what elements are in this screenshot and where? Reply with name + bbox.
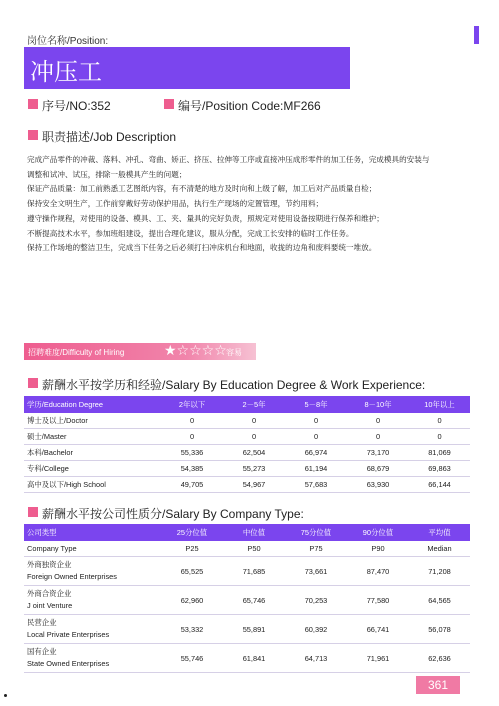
column-header: 8－10年 [347, 396, 409, 413]
table-header-row [24, 524, 470, 541]
table-cell: 68,679 [347, 461, 409, 477]
column-header: 公司类型 [24, 524, 161, 541]
edu-table-title: 薪酬水平按学历和经验/Salary By Education Degree & Work Experience: [42, 378, 426, 392]
bullet-square-icon [28, 130, 38, 140]
row-label [24, 557, 161, 586]
table-row [24, 413, 470, 429]
table-row [24, 461, 470, 477]
row-label-en: State Owned Enterprises [27, 659, 110, 668]
table-cell: 62,960 [161, 586, 223, 615]
table-row [24, 615, 470, 644]
table-cell: 0 [347, 429, 409, 445]
table-cell: 73,661 [285, 557, 347, 586]
difficulty-value: 容易 [226, 348, 242, 357]
table-cell: 0 [285, 413, 347, 429]
table-cell: 66,974 [285, 445, 347, 461]
table-cell: 61,841 [223, 644, 285, 673]
position-label: 岗位名称/Position: [27, 36, 109, 47]
column-header: 5－8年 [285, 396, 347, 413]
table-row [24, 557, 470, 586]
table-cell: 0 [161, 429, 223, 445]
table-cell: P90 [347, 541, 409, 557]
row-label [24, 644, 161, 673]
table-cell: 55,273 [223, 461, 285, 477]
column-header: 学历/Education Degree [24, 396, 161, 413]
table-cell: 64,565 [409, 586, 470, 615]
table-cell: 69,863 [409, 461, 470, 477]
table-cell: 81,069 [409, 445, 470, 461]
column-header: 2－5年 [223, 396, 285, 413]
row-label: 博士及以上/Doctor [24, 413, 161, 429]
table-cell: 71,685 [223, 557, 285, 586]
table-cell: 62,504 [223, 445, 285, 461]
row-label: Company Type [24, 541, 161, 557]
table-cell: 56,078 [409, 615, 470, 644]
duty-line: 保持安全文明生产，工作前穿戴好劳动保护用品，执行生产现场的定置管理，节约用料； [27, 199, 324, 209]
table-cell: 61,194 [285, 461, 347, 477]
table-cell: 70,253 [285, 586, 347, 615]
row-label-en: J oint Venture [27, 601, 73, 610]
table-row [24, 429, 470, 445]
bullet-dot-icon [4, 694, 7, 697]
position-code: 编号/Position Code:MF266 [178, 99, 321, 113]
table-cell: 77,580 [347, 586, 409, 615]
row-label: 硕士/Master [24, 429, 161, 445]
table-cell: 53,332 [161, 615, 223, 644]
table-cell: 71,961 [347, 644, 409, 673]
row-label: 专科/College [24, 461, 161, 477]
job-description-title: 职责描述/Job Description [42, 130, 177, 144]
bullet-square-icon [164, 99, 174, 109]
table-row [24, 445, 470, 461]
column-header: 2年以下 [161, 396, 223, 413]
table-cell: 65,746 [223, 586, 285, 615]
table-cell: 66,741 [347, 615, 409, 644]
table-cell: 54,385 [161, 461, 223, 477]
row-label-zh: 民营企业 [27, 618, 57, 627]
company-table-title: 薪酬水平按公司性质分/Salary By Company Type: [42, 507, 304, 521]
table-cell: 64,713 [285, 644, 347, 673]
table-cell: P50 [223, 541, 285, 557]
row-label-zh: 外商独资企业 [27, 560, 72, 569]
row-label-en: Foreign Owned Enterprises [27, 572, 117, 581]
column-header: 75分位值 [285, 524, 347, 541]
table-cell: 65,525 [161, 557, 223, 586]
bullet-square-icon [28, 378, 38, 388]
duty-line: 不断提高技术水平，参加班组建设，提出合理化建议，服从分配，完成工长安排的临时工作任务。 [27, 228, 354, 238]
table-cell: 57,683 [285, 477, 347, 493]
table-cell: 0 [285, 429, 347, 445]
corner-accent-bar [474, 26, 479, 44]
job-description-body [27, 153, 477, 256]
bullet-square-icon [28, 507, 38, 517]
education-salary-table [24, 396, 470, 493]
duty-line: 遵守操作规程，对使用的设备、模具、工、夹、量具的完好负责，照规定对使用设备按期进行保养和维护； [27, 213, 384, 223]
row-label [24, 615, 161, 644]
page-number: 361 [416, 676, 460, 694]
table-cell: 87,470 [347, 557, 409, 586]
company-salary-table [24, 524, 470, 673]
table-row [24, 586, 470, 615]
table-cell: 0 [409, 413, 470, 429]
table-row [24, 644, 470, 673]
column-header: 10年以上 [409, 396, 470, 413]
table-cell: 49,705 [161, 477, 223, 493]
duty-line: 调整和试冲、试压，排除一般模具产生的问题； [27, 169, 187, 179]
position-number: 序号/NO:352 [42, 99, 111, 113]
row-label-en: Local Private Enterprises [27, 630, 110, 639]
row-label [24, 586, 161, 615]
difficulty-star-rating: ★☆☆☆☆ [164, 342, 227, 358]
table-cell: 0 [347, 413, 409, 429]
table-cell: 73,170 [347, 445, 409, 461]
table-cell: 62,636 [409, 644, 470, 673]
table-row [24, 477, 470, 493]
table-cell: 54,967 [223, 477, 285, 493]
column-header: 90分位值 [347, 524, 409, 541]
row-label-zh: 外商合资企业 [27, 589, 72, 598]
table-cell: 55,336 [161, 445, 223, 461]
table-cell: 66,144 [409, 477, 470, 493]
table-cell: 0 [223, 429, 285, 445]
duty-line: 保持工作场地的整洁卫生，完成当下任务之后必须打扫冲床机台和地面，收拢的边角和废料要统一堆放。 [27, 243, 377, 253]
row-label: 高中及以下/High School [24, 477, 161, 493]
column-header: 25分位值 [161, 524, 223, 541]
table-cell: 55,891 [223, 615, 285, 644]
table-cell: 0 [161, 413, 223, 429]
duty-line: 完成产品零件的冲裁、落料、冲孔、弯曲、矫正、挤压、拉伸等工序或直接冲压成形零件的加工任务，完成模具的安装与 [27, 155, 430, 164]
table-cell: 55,746 [161, 644, 223, 673]
table-cell: P75 [285, 541, 347, 557]
table-cell: 63,930 [347, 477, 409, 493]
table-cell: Median [409, 541, 470, 557]
table-cell: 0 [409, 429, 470, 445]
page-title: 冲压工 [30, 59, 102, 86]
row-label-zh: 国有企业 [27, 647, 57, 656]
column-header: 中位值 [223, 524, 285, 541]
bullet-square-icon [28, 99, 38, 109]
table-cell: 0 [223, 413, 285, 429]
table-cell: 71,208 [409, 557, 470, 586]
duty-line: 保证产品质量：加工前熟悉工艺图纸内容，有不清楚的地方及时向和上级了解，加工后对产品质量自检； [27, 184, 377, 194]
column-header: 平均值 [409, 524, 470, 541]
row-label: 本科/Bachelor [24, 445, 161, 461]
table-cell: 60,392 [285, 615, 347, 644]
table-subheader-row [24, 541, 470, 557]
difficulty-label: 招聘难度/Difficulty of Hiring [28, 348, 125, 357]
table-header-row [24, 396, 470, 413]
table-cell: P25 [161, 541, 223, 557]
